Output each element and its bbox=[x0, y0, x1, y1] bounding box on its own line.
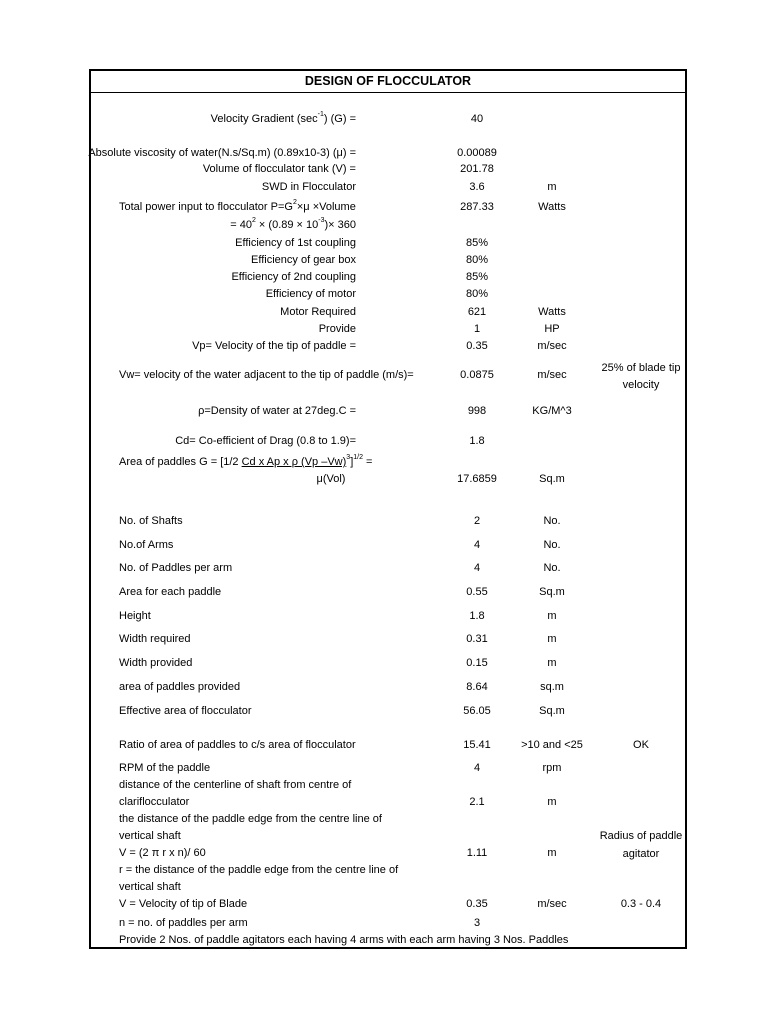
velocity-formula-unit: m bbox=[547, 847, 557, 859]
coupling1-efficiency-value: 85% bbox=[465, 237, 489, 249]
power-calculation: = $40^2 \times (0.89 \times 10^{-3})\times 360$ bbox=[230, 217, 356, 231]
height-unit: m bbox=[547, 610, 557, 622]
provide-unit: HP bbox=[544, 323, 560, 335]
power-input-unit: Watts bbox=[538, 201, 566, 213]
ratio-range: >10 and <25 bbox=[521, 739, 583, 751]
effective-area-label: Effective area of flocculator bbox=[119, 705, 252, 717]
gearbox-efficiency-label: Efficiency of gear box bbox=[251, 254, 356, 266]
vw-unit: m/sec bbox=[537, 369, 567, 381]
ratio-value: 15.41 bbox=[463, 739, 491, 751]
rpm-value: 4 bbox=[473, 762, 481, 774]
swd-value: 3.6 bbox=[469, 181, 485, 193]
shafts-value: 2 bbox=[473, 515, 481, 527]
paddles-per-arm-value: 4 bbox=[473, 562, 481, 574]
paddles-per-arm-definition: n = no. of paddles per arm bbox=[119, 917, 248, 929]
provide-value: 1 bbox=[473, 323, 481, 335]
paddles-per-arm-label: No. of Paddles per arm bbox=[119, 562, 233, 574]
area-each-paddle-value: 0.55 bbox=[466, 586, 488, 598]
r-definition-line1: r = the distance of the paddle edge from the centre line of bbox=[119, 864, 399, 876]
effective-area-unit: Sq.m bbox=[539, 705, 565, 717]
rpm-label: RPM of the paddle bbox=[119, 762, 211, 774]
vw-note-line1: 25% of blade tip bbox=[601, 362, 681, 374]
motor-efficiency-value: 80% bbox=[465, 288, 489, 300]
shaft-distance-label-line2: clariflocculator bbox=[119, 796, 190, 808]
radius-note-line1: Radius of paddle bbox=[599, 830, 683, 842]
viscosity-value: 0.00089 bbox=[457, 147, 497, 159]
motor-required-unit: Watts bbox=[538, 306, 566, 318]
height-value: 1.8 bbox=[469, 610, 485, 622]
paddle-area-denominator: μ(Vol) bbox=[316, 473, 346, 485]
coupling2-efficiency-value: 85% bbox=[465, 271, 489, 283]
viscosity-label: Absolute viscosity of water(N.s/Sq.m) (0.89x10-3) (μ) = bbox=[88, 147, 356, 159]
width-required-unit: m bbox=[547, 633, 557, 645]
paddle-edge-label-line2: vertical shaft bbox=[119, 830, 181, 842]
shafts-label: No. of Shafts bbox=[119, 515, 183, 527]
shaft-distance-value: 2.1 bbox=[469, 796, 485, 808]
area-each-paddle-unit: Sq.m bbox=[539, 586, 565, 598]
width-required-label: Width required bbox=[119, 633, 191, 645]
sheet-title: DESIGN OF FLOCCULATOR bbox=[91, 71, 685, 93]
r-definition-line2: vertical shaft bbox=[119, 881, 181, 893]
vw-note-line2: velocity bbox=[622, 379, 660, 391]
ratio-label: Ratio of area of paddles to c/s area of flocculator bbox=[119, 739, 356, 751]
arms-unit: No. bbox=[543, 539, 561, 551]
height-label: Height bbox=[119, 610, 151, 622]
tank-volume-value: 201.78 bbox=[460, 163, 494, 175]
swd-label: SWD in Flocculator bbox=[261, 181, 356, 193]
arms-label: No.of Arms bbox=[119, 539, 174, 551]
motor-efficiency-label: Efficiency of motor bbox=[265, 288, 356, 300]
paddle-edge-label-line1: the distance of the paddle edge from the centre line of bbox=[119, 813, 382, 825]
radius-note-line2: agitator bbox=[622, 848, 660, 860]
density-value: 998 bbox=[467, 405, 487, 417]
provide-label: Provide bbox=[318, 323, 356, 335]
width-provided-unit: m bbox=[547, 657, 557, 669]
density-unit: KG/M^3 bbox=[532, 405, 572, 417]
power-input-value: 287.33 bbox=[460, 201, 494, 213]
vp-label: Vp= Velocity of the tip of paddle = bbox=[192, 340, 356, 352]
drag-coefficient-label: Cd= Co-efficient of Drag (0.8 to 1.9)= bbox=[175, 435, 356, 447]
final-provision-note: Provide 2 Nos. of paddle agitators each having 4 arms with each arm having 3 Nos. Paddles bbox=[119, 934, 569, 946]
area-each-paddle-label: Area for each paddle bbox=[119, 586, 222, 598]
velocity-formula-label: V = (2 π r x n)/ 60 bbox=[119, 847, 206, 859]
effective-area-value: 56.05 bbox=[463, 705, 491, 717]
gearbox-efficiency-value: 80% bbox=[465, 254, 489, 266]
paddles-area-provided-value: 8.64 bbox=[466, 681, 488, 693]
motor-required-value: 621 bbox=[467, 306, 487, 318]
coupling1-efficiency-label: Efficiency of 1st coupling bbox=[235, 237, 356, 249]
width-provided-label: Width provided bbox=[119, 657, 193, 669]
vp-value: 0.35 bbox=[466, 340, 488, 352]
rpm-unit: rpm bbox=[542, 762, 562, 774]
shafts-unit: No. bbox=[543, 515, 561, 527]
vp-unit: m/sec bbox=[537, 340, 567, 352]
drag-coefficient-value: 1.8 bbox=[469, 435, 485, 447]
blade-tip-velocity-range: 0.3 - 0.4 bbox=[620, 898, 662, 910]
width-provided-value: 0.15 bbox=[466, 657, 488, 669]
width-required-value: 0.31 bbox=[466, 633, 488, 645]
arms-value: 4 bbox=[473, 539, 481, 551]
paddle-area-value: 17.6859 bbox=[457, 473, 497, 485]
coupling2-efficiency-label: Efficiency of 2nd coupling bbox=[231, 271, 356, 283]
paddles-area-provided-unit: sq.m bbox=[540, 681, 564, 693]
power-input-label: Total power input to flocculator $P=G^2\times\mu$ ×Volume bbox=[119, 199, 356, 213]
velocity-gradient-value: 40 bbox=[470, 113, 484, 125]
motor-required-label: Motor Required bbox=[280, 306, 356, 318]
paddles-per-arm-unit: No. bbox=[543, 562, 561, 574]
density-label: ρ=Density of water at 27deg.C = bbox=[198, 405, 356, 417]
paddles-area-provided-label: area of paddles provided bbox=[119, 681, 241, 693]
swd-unit: m bbox=[547, 181, 557, 193]
tank-volume-label: Volume of flocculator tank (V) = bbox=[202, 163, 356, 175]
blade-tip-velocity-unit: m/sec bbox=[537, 898, 567, 910]
shaft-distance-label-line1: distance of the centerline of shaft from centre of bbox=[119, 779, 352, 791]
blade-tip-velocity-label: V = Velocity of tip of Blade bbox=[119, 898, 248, 910]
ratio-status: OK bbox=[633, 739, 649, 751]
velocity-formula-value: 1.11 bbox=[466, 847, 488, 859]
paddle-area-formula: Area of paddles G = [1/2 Cd x Ap x ρ (Vp –Vw)$^3$]$^{1/2}$ = bbox=[119, 454, 373, 468]
paddle-area-unit: Sq.m bbox=[539, 473, 565, 485]
shaft-distance-unit: m bbox=[547, 796, 557, 808]
velocity-gradient-label: Velocity Gradient $(\sec^{-1}) (G)$ = bbox=[210, 111, 356, 125]
flocculator-design-sheet bbox=[89, 69, 687, 949]
blade-tip-velocity-value: 0.35 bbox=[466, 898, 488, 910]
paddles-per-arm-n-value: 3 bbox=[473, 917, 481, 929]
vw-value: 0.0875 bbox=[460, 369, 494, 381]
vw-label: Vw= velocity of the water adjacent to the tip of paddle (m/s)= bbox=[119, 369, 414, 381]
